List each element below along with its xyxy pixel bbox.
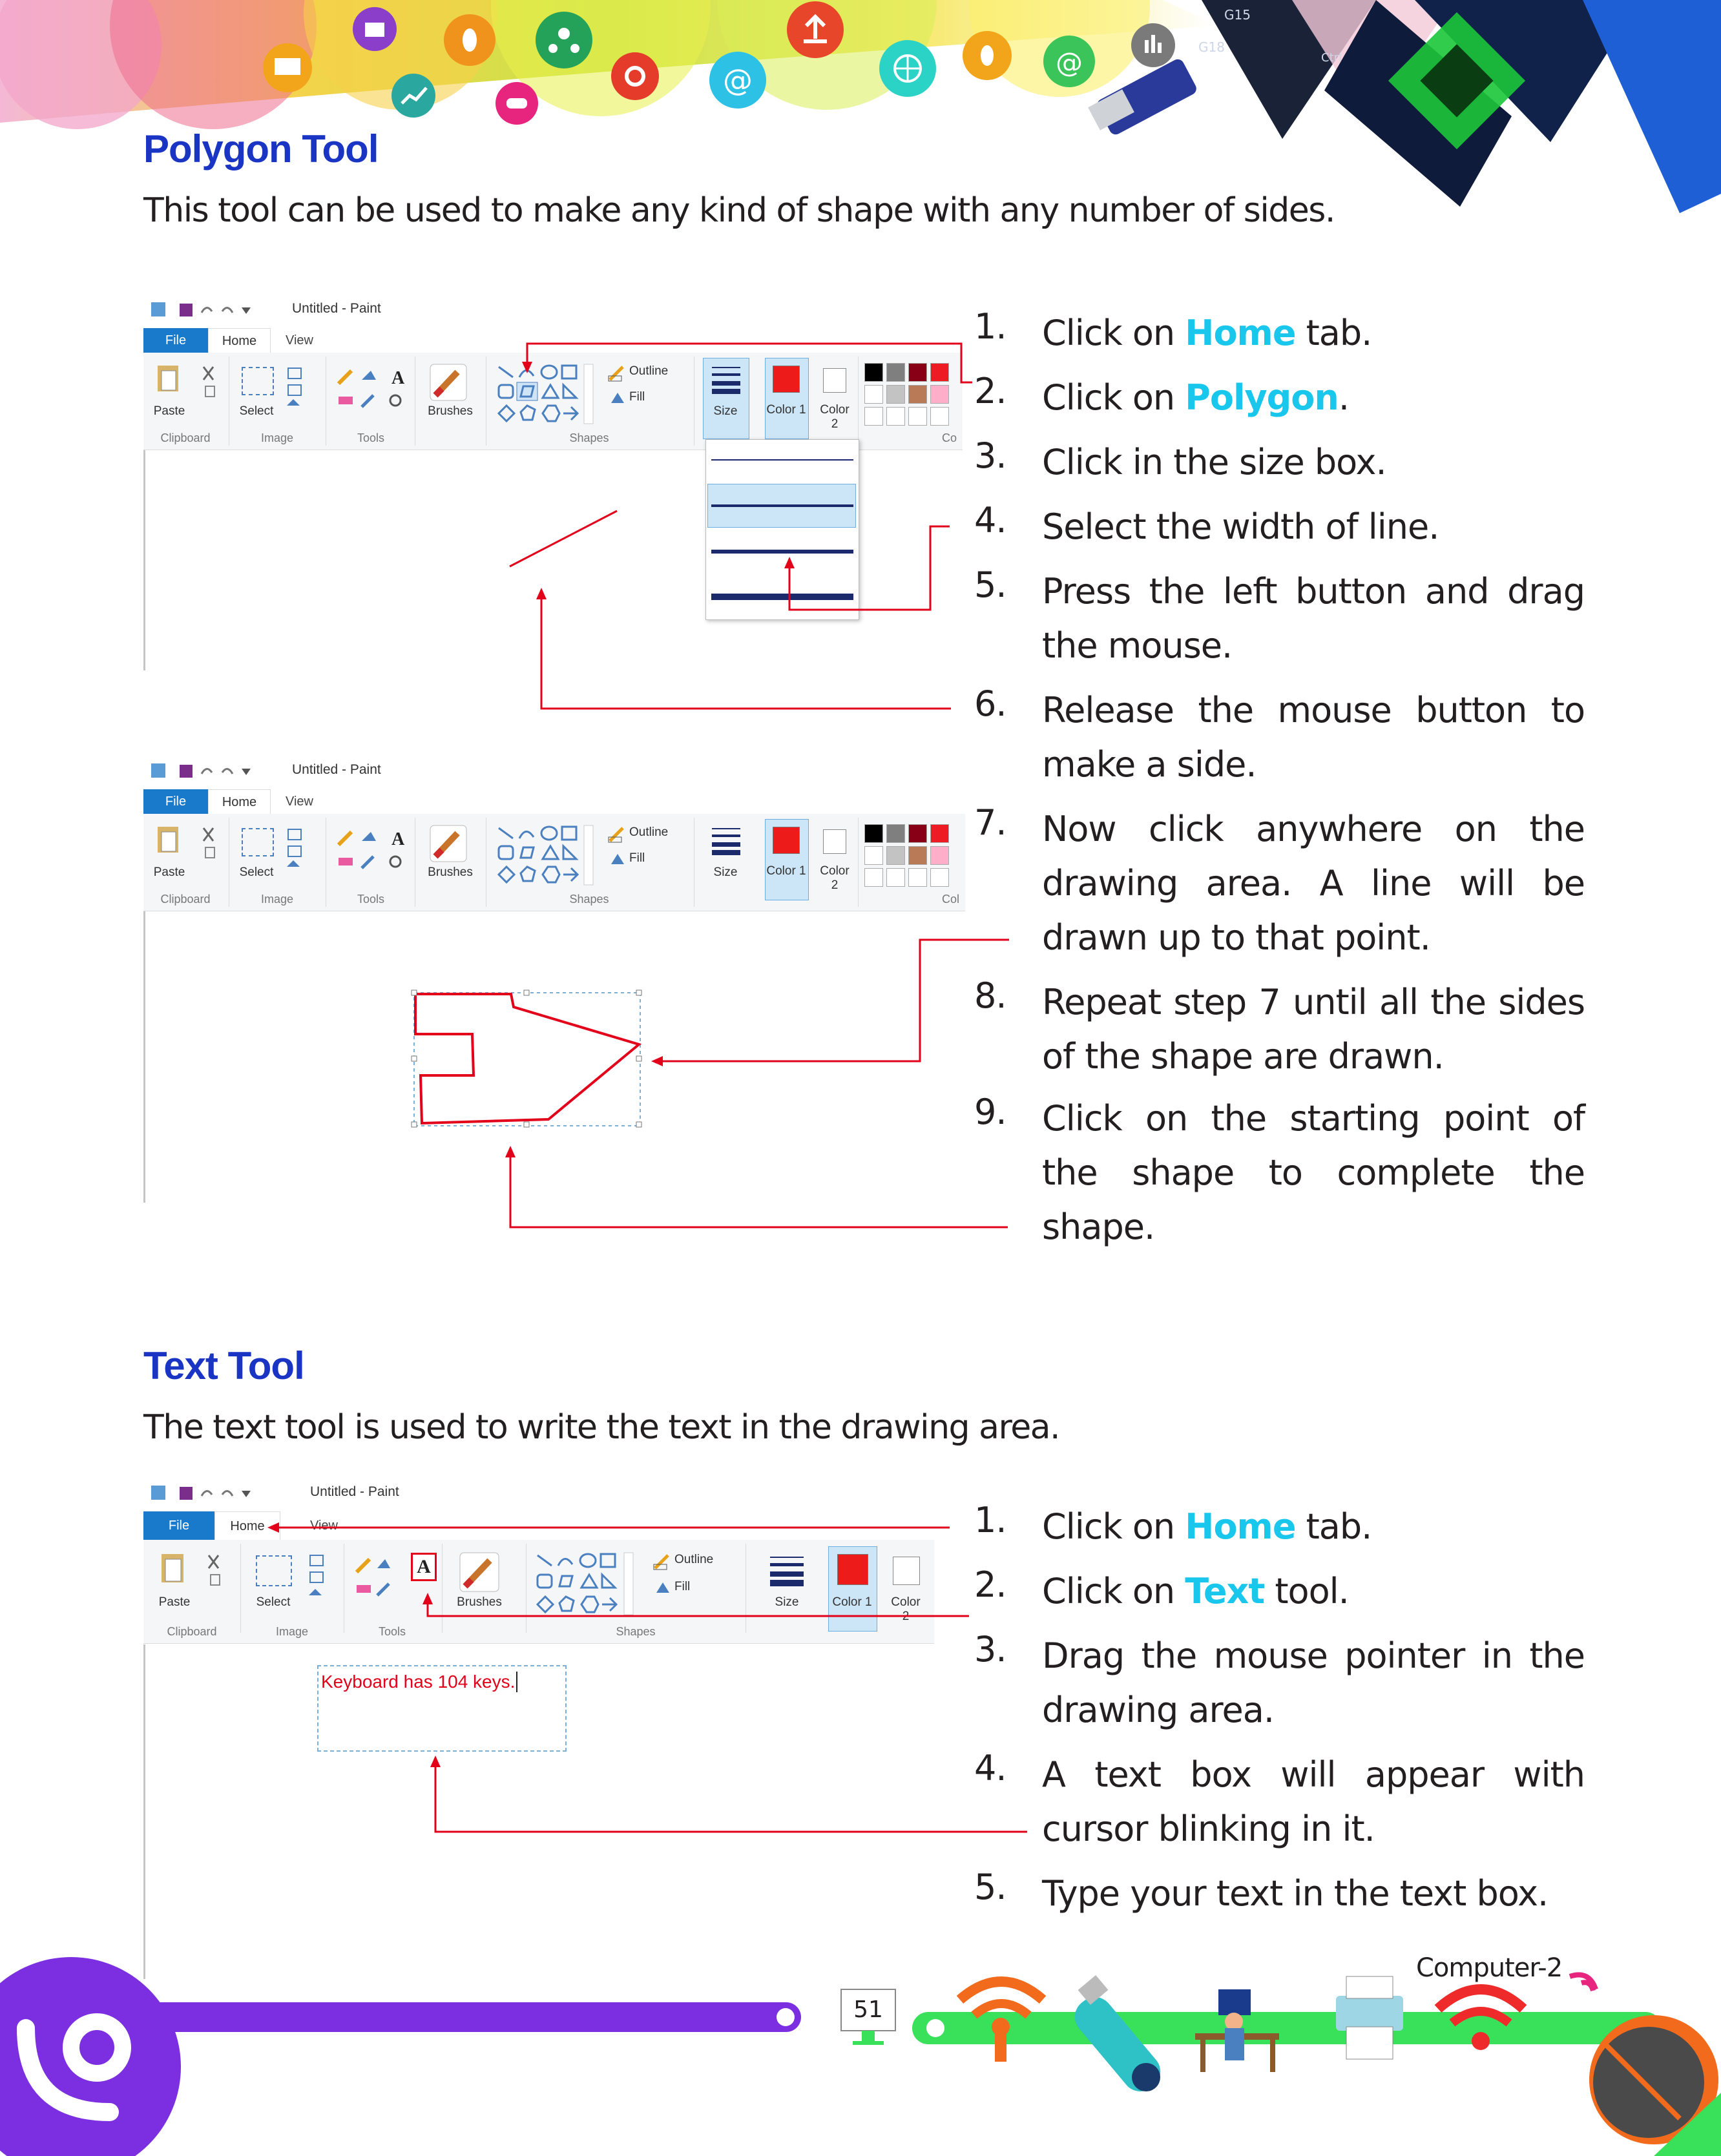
satellite-dish-icon xyxy=(1570,1975,1721,2156)
group-tools: Tools xyxy=(357,431,385,444)
step-text: Click on xyxy=(1042,1571,1185,1612)
step-text: Type your text in the text box. xyxy=(1042,1873,1549,1914)
step-number: 7. xyxy=(974,802,1007,843)
step-number: 4. xyxy=(974,500,1007,541)
select-button-2[interactable]: Select xyxy=(239,866,274,879)
polygon-intro-text: This tool can be used to make any kind of shape with any number of sides. xyxy=(143,191,1335,230)
svg-text:A: A xyxy=(391,829,405,849)
step-text-end: tab. xyxy=(1295,313,1372,353)
step-number: 1. xyxy=(974,1500,1007,1540)
step-text: Click on the starting point of the shape to complete the shape. xyxy=(1042,1098,1585,1247)
tab-file[interactable]: File xyxy=(143,328,208,353)
window-title: Untitled - Paint xyxy=(292,301,381,316)
group-colors-2: Col xyxy=(942,893,960,906)
printer-icon xyxy=(1336,1976,1403,2059)
step-highlight: Text xyxy=(1185,1571,1265,1612)
step-text: Now click anywhere on the drawing area. A line will be drawn up to that point. xyxy=(1042,809,1585,958)
tab-file-2[interactable]: File xyxy=(143,789,208,814)
step-text: Repeat step 7 until all the sides of the shape are drawn. xyxy=(1042,982,1585,1077)
step-text: Click on xyxy=(1042,1506,1185,1547)
paste-button-2[interactable]: Paste xyxy=(153,866,185,879)
fill-button-2[interactable]: Fill xyxy=(629,851,645,865)
group-image-2: Image xyxy=(260,893,294,906)
color1-label: Color 1 xyxy=(766,403,806,417)
group-shapes: Shapes xyxy=(569,431,609,444)
group-clipboard: Clipboard xyxy=(160,431,211,444)
step-text: Click in the size box. xyxy=(1042,442,1386,482)
tab-view-3[interactable]: View xyxy=(310,1519,338,1533)
step-text: Select the width of line. xyxy=(1042,506,1439,547)
outline-button-2[interactable]: Outline xyxy=(629,825,669,839)
book-title: Computer-2 xyxy=(1416,1953,1563,1983)
step-text: Release the mouse button to make a side. xyxy=(1042,690,1585,785)
step-number: 6. xyxy=(974,683,1007,724)
select-button-3[interactable]: Select xyxy=(256,1595,291,1609)
step-text: Press the left button and drag the mouse. xyxy=(1042,571,1585,666)
text-tool-steps-list xyxy=(974,1500,1585,1926)
brushes-button-2[interactable]: Brushes xyxy=(428,866,473,879)
color2-label: Color 2 xyxy=(820,403,850,431)
size-label-2[interactable]: Size xyxy=(713,866,738,879)
group-tools-3: Tools xyxy=(378,1625,406,1638)
step-text-end: tab. xyxy=(1295,1506,1372,1547)
tab-home[interactable]: Home xyxy=(208,328,271,353)
group-shapes-2: Shapes xyxy=(569,893,609,906)
outline-button-3[interactable]: Outline xyxy=(674,1553,714,1566)
step-number: 2. xyxy=(974,371,1007,411)
brushes-button[interactable]: Brushes xyxy=(428,404,473,418)
step-number: 5. xyxy=(974,1867,1007,1907)
page-number: 51 xyxy=(853,1996,883,2023)
text-box-content: Keyboard has 104 keys. xyxy=(321,1672,517,1692)
svg-text:G15: G15 xyxy=(1224,7,1251,23)
step-highlight: Home xyxy=(1185,1506,1296,1547)
group-shapes-3: Shapes xyxy=(616,1625,656,1638)
polygon-tool-heading: Polygon Tool xyxy=(143,127,379,171)
step-number: 1. xyxy=(974,306,1007,347)
step-number: 2. xyxy=(974,1564,1007,1605)
tab-view[interactable]: View xyxy=(286,333,313,347)
step-number: 3. xyxy=(974,435,1007,476)
step-number: 4. xyxy=(974,1748,1007,1788)
color1-label-2: Color 1 xyxy=(766,864,806,878)
group-image: Image xyxy=(260,431,294,444)
tab-home-3[interactable]: Home xyxy=(214,1511,280,1540)
fill-button[interactable]: Fill xyxy=(629,390,645,404)
size-label-3[interactable]: Size xyxy=(775,1595,799,1609)
fill-button-3[interactable]: Fill xyxy=(674,1580,691,1593)
paste-button-3[interactable]: Paste xyxy=(158,1595,191,1609)
brushes-button-3[interactable]: Brushes xyxy=(457,1595,502,1609)
step-number: 9. xyxy=(974,1092,1007,1132)
tab-file-3[interactable]: File xyxy=(143,1511,214,1540)
step-number: 8. xyxy=(974,975,1007,1016)
step-text: A text box will appear with cursor blinking in it. xyxy=(1042,1754,1585,1849)
text-tool-heading: Text Tool xyxy=(143,1344,304,1387)
svg-text:@: @ xyxy=(723,63,753,98)
color1-label-3: Color 1 xyxy=(832,1595,872,1609)
step-highlight: Polygon xyxy=(1185,377,1339,418)
svg-text:Ctrl: Ctrl xyxy=(1321,51,1342,65)
outline-button[interactable]: Outline xyxy=(629,364,669,378)
group-tools-2: Tools xyxy=(357,893,385,906)
group-clipboard-3: Clipboard xyxy=(167,1625,217,1638)
tab-home-2[interactable]: Home xyxy=(208,789,271,814)
step-number: 3. xyxy=(974,1629,1007,1670)
step-text: Drag the mouse pointer in the drawing area. xyxy=(1042,1635,1585,1730)
group-image-3: Image xyxy=(275,1625,309,1638)
step-text: Click on xyxy=(1042,377,1185,418)
group-colors: Co xyxy=(942,431,957,444)
color2-label-2: Color 2 xyxy=(820,864,850,892)
paste-button[interactable]: Paste xyxy=(153,404,185,418)
text-tool-intro: The text tool is used to write the text in the drawing area. xyxy=(143,1408,1060,1447)
group-clipboard-2: Clipboard xyxy=(160,893,211,906)
step-text: Click on xyxy=(1042,313,1185,353)
window-title-3: Untitled - Paint xyxy=(310,1484,399,1499)
svg-text:A: A xyxy=(391,368,405,388)
step-highlight: Home xyxy=(1185,313,1296,353)
select-button[interactable]: Select xyxy=(239,404,274,418)
text-tool-icon: A xyxy=(417,1556,431,1577)
window-title-2: Untitled - Paint xyxy=(292,762,381,777)
tab-view-2[interactable]: View xyxy=(286,794,313,809)
step-number: 5. xyxy=(974,565,1007,605)
svg-text:G18: G18 xyxy=(1198,39,1225,55)
color2-label-3: Color 2 xyxy=(891,1595,921,1623)
step-text-end: . xyxy=(1338,377,1350,418)
step-text-end: tool. xyxy=(1264,1571,1349,1612)
svg-text:@: @ xyxy=(1056,47,1083,78)
size-label: Size xyxy=(713,404,738,418)
